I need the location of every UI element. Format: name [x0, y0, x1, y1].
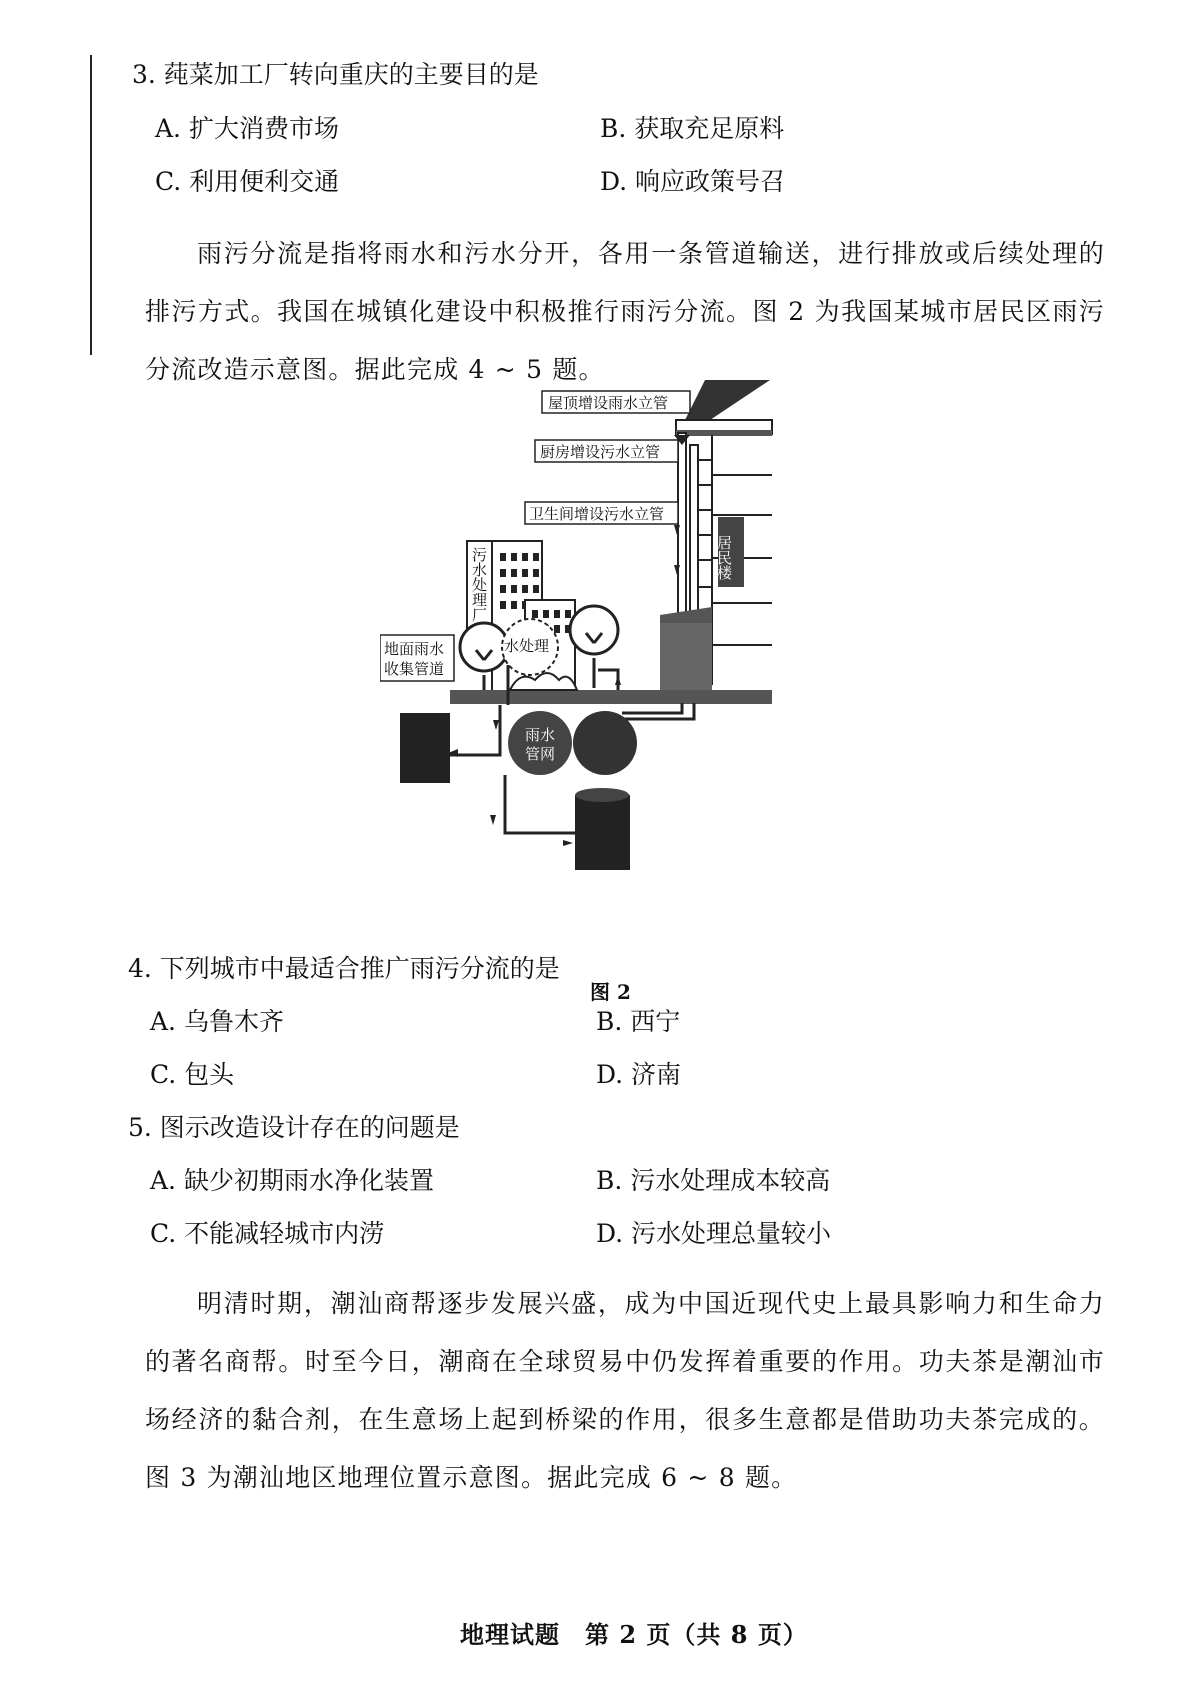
question-5-option-d: D. 污水处理总量较小: [596, 1219, 832, 1248]
question-5-option-b: B. 污水处理成本较高: [596, 1166, 831, 1195]
label-residential-text: 居民楼: [715, 535, 733, 580]
label-kitchen-text: 厨房增设污水立管: [540, 443, 661, 461]
label-roof: [542, 391, 690, 413]
question-5-stem: 5. 图示改造设计存在的问题是: [128, 1113, 460, 1142]
tree-right: [570, 606, 618, 688]
question-3-option-a: A. 扩大消费市场: [155, 114, 339, 143]
question-4-option-d: D. 济南: [596, 1060, 682, 1089]
sewage-pipe-network: [573, 711, 637, 775]
question-4-option-b: B. 西宁: [596, 1007, 681, 1036]
passage-rain-sewage: 雨污分流是指将雨水和污水分开，各用一条管道输送，进行排放或后续处理的排污方式。我国在城镇化建设中积极推行雨污分流。图 2 为我国某城市居民区雨污分流改造示意图。据此完成 4 ~ 5 题。: [145, 239, 1105, 384]
label-residential: [715, 535, 733, 581]
question-4-option-c: C. 包头: [150, 1060, 235, 1089]
label-toilet: [525, 502, 678, 524]
label-rain-net-line2: 管网: [525, 745, 556, 763]
label-ground-line1: 地面雨水: [384, 640, 445, 658]
question-5-option-c: C. 不能减轻城市内涝: [150, 1219, 385, 1248]
ground-surface: [450, 690, 772, 704]
label-ground-line2: 收集管道: [384, 660, 445, 678]
label-toilet-text: 卫生间增设污水立管: [529, 505, 665, 523]
right-cylinder-tank: [575, 788, 630, 870]
label-plant: [470, 547, 488, 622]
question-3-option-c: C. 利用便利交通: [155, 167, 340, 196]
question-5-option-a: A. 缺少初期雨水净化装置: [150, 1166, 434, 1195]
margin-line: [90, 55, 92, 355]
label-rain-net-line1: 雨水: [525, 726, 556, 744]
question-4-stem: 4. 下列城市中最适合推广雨污分流的是: [128, 954, 560, 983]
question-3-option-d: D. 响应政策号召: [600, 167, 786, 196]
figure-2-diagram: [380, 375, 850, 950]
left-tank: [400, 713, 450, 783]
label-roof-text: 屋顶增设雨水立管: [548, 394, 669, 412]
label-plant-text: 污水处理厂: [470, 547, 488, 622]
low-building: [660, 607, 712, 690]
label-kitchen: [535, 440, 678, 462]
page-footer: 地理试题 第 2 页（共 8 页）: [460, 1620, 808, 1649]
question-3-stem: 3. 莼菜加工厂转向重庆的主要目的是: [132, 60, 539, 89]
question-4-option-a: A. 乌鲁木齐: [150, 1007, 284, 1036]
label-water-treatment: 水处理: [504, 637, 550, 655]
figure-2-caption: 图 2: [590, 980, 631, 1004]
passage-chaoshan: 明清时期，潮汕商帮逐步发展兴盛，成为中国近现代史上最具影响力和生命力的著名商帮。时至今日，潮商在全球贸易中仍发挥着重要的作用。功夫茶是潮汕市场经济的黏合剂，在生意场上起到桥梁的作用，很多生意都是借助功夫茶完成的。图 3 为潮汕地区地理位置示意图。据此完成 6 ~ 8 题。: [145, 1289, 1105, 1492]
question-3-option-b: B. 获取充足原料: [600, 114, 785, 143]
label-ground: [380, 635, 454, 681]
